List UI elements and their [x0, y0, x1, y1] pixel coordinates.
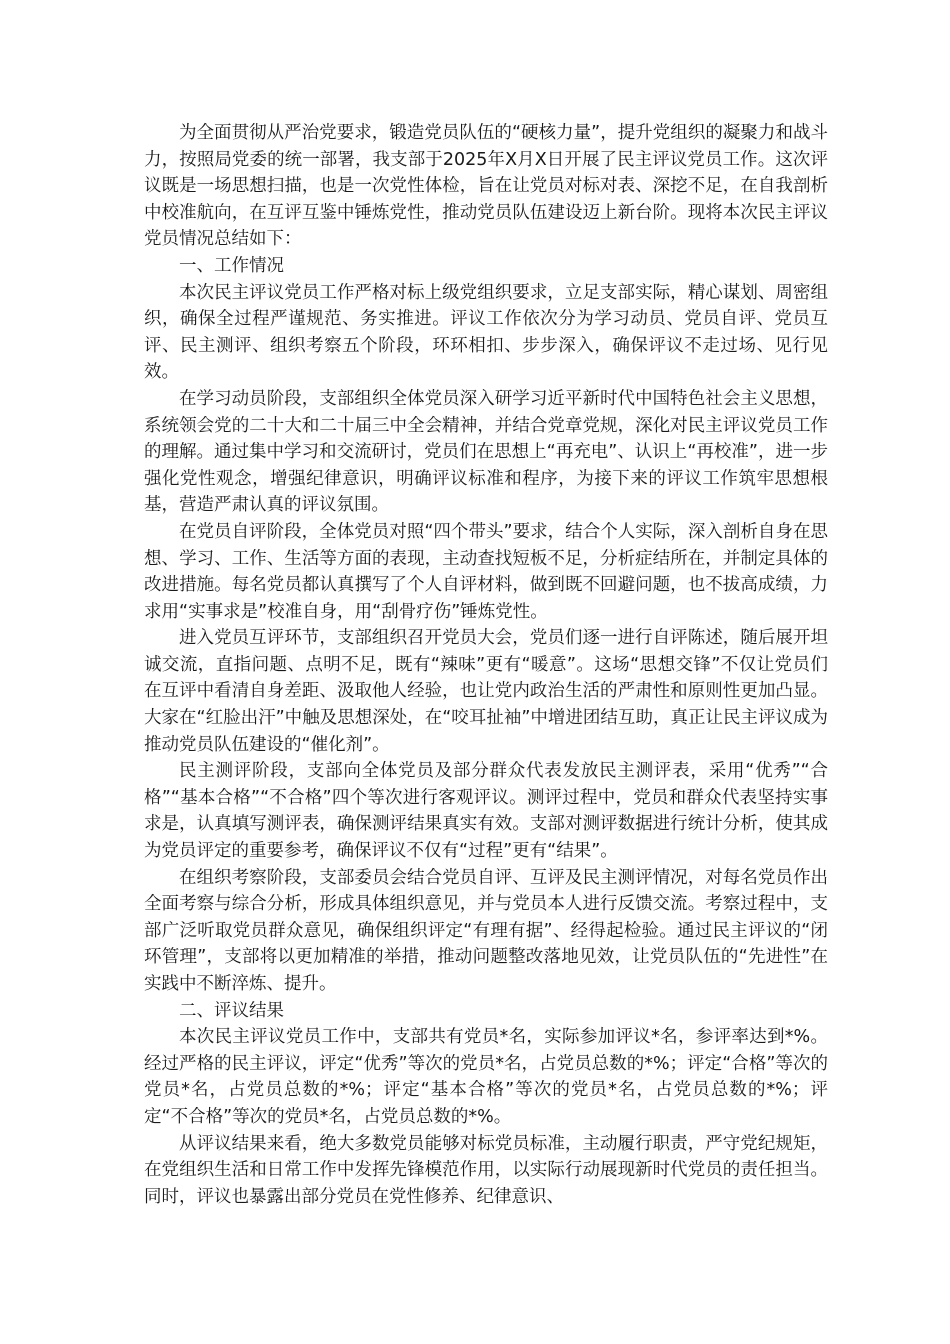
paragraph-organizational-review: 在组织考察阶段，支部委员会结合党员自评、互评及民主测评情况，对每名党员作出全面考察与综合分析，形成具体组织意见，并与党员本人进行反馈交流。考察过程中，支部广泛听取党员群众意见，确保组织评定“有理有据”、经得起检验。通过民主评议的“闭环管理”，支部将以更加精准的举措，推动问题整改落地见效，让党员队伍的“先进性”在实践中不断淬炼、提升。	[144, 867, 828, 994]
paragraph-results-statistics: 本次民主评议党员工作中，支部共有党员*名，实际参加评议*名，参评率达到*%。经过严格的民主评议，评定“优秀”等次的党员*名，占党员总数的*%；评定“合格”等次的党员*名，占党员总数的*%；评定“基本合格”等次的党员*名，占党员总数的*%；评定“不合格”等次的党员*名，占党员总数的*%。	[144, 1027, 828, 1127]
paragraph-mutual-evaluation: 进入党员互评环节，支部组织召开党员大会，党员们逐一进行自评陈述，随后展开坦诚交流，直指问题、点明不足，既有“辣味”更有“暖意”。这场“思想交锋”不仅让党员们在互评中看清自身差距、汲取他人经验，也让党内政治生活的严肃性和原则性更加凸显。大家在“红脸出汗”中触及思想深处，在“咬耳扯袖”中增进团结互助，真正让民主评议成为推动党员队伍建设的“催化剂”。	[144, 628, 828, 755]
paragraph-study-mobilization: 在学习动员阶段，支部组织全体党员深入研学习近平新时代中国特色社会主义思想，系统领会党的二十大和二十届三中全会精神，并结合党章党规，深化对民主评议党员工作的理解。通过集中学习和交流研讨，党员们在思想上“再充电”、认识上“再校准”，进一步强化党性观念，增强纪律意识，明确评议标准和程序，为接下来的评议工作筑牢思想根基，营造严肃认真的评议氛围。	[144, 388, 828, 516]
paragraph-overview: 本次民主评议党员工作严格对标上级党组织要求，立足支部实际，精心谋划、周密组织，确保全过程严谨规范、务实推进。评议工作依次分为学习动员、党员自评、党员互评、民主测评、组织考察五个阶段，环环相扣、步步深入，确保评议不走过场、见行见效。	[144, 282, 828, 383]
paragraph-results-analysis: 从评议结果来看，绝大多数党员能够对标党员标准，主动履行职责，严守党纪规矩，在党组织生活和日常工作中发挥先锋模范作用，以实际行动展现新时代党员的责任担当。同时，评议也暴露出部分党员在党性修养、纪律意识、	[144, 1133, 828, 1207]
section-heading-work-status: 一、工作情况	[179, 255, 284, 276]
document-body	[144, 120, 828, 1210]
paragraph-self-evaluation: 在党员自评阶段，全体党员对照“四个带头”要求，结合个人实际，深入剖析自身在思想、学习、工作、生活等方面的表现，主动查找短板不足，分析症结所在，并制定具体的改进措施。每名党员都认真撰写了个人自评材料，做到既不回避问题，也不拔高成绩，力求用“实事求是”校准自身，用“刮骨疗伤”锤炼党性。	[144, 521, 828, 622]
section-heading-evaluation-results: 二、评议结果	[179, 1000, 284, 1021]
paragraph-democratic-assessment: 民主测评阶段，支部向全体党员及部分群众代表发放民主测评表，采用“优秀”“合格”“基本合格”“不合格”四个等次进行客观评议。测评过程中，党员和群众代表坚持实事求是，认真填写测评表，确保测评结果真实有效。支部对测评数据进行统计分析，使其成为党员评定的重要参考，确保评议不仅有“过程”更有“结果”。	[144, 761, 828, 862]
paragraph-intro: 为全面贯彻从严治党要求，锻造党员队伍的“硬核力量”，提升党组织的凝聚力和战斗力，按照局党委的统一部署，我支部于2025年X月X日开展了民主评议党员工作。这次评议既是一场思想扫描，也是一次党性体检，旨在让党员对标对表、深挖不足，在自我剖析中校准航向，在互评互鉴中锤炼党性，推动党员队伍建设迈上新台阶。现将本次民主评议党员情况总结如下：	[144, 123, 828, 250]
